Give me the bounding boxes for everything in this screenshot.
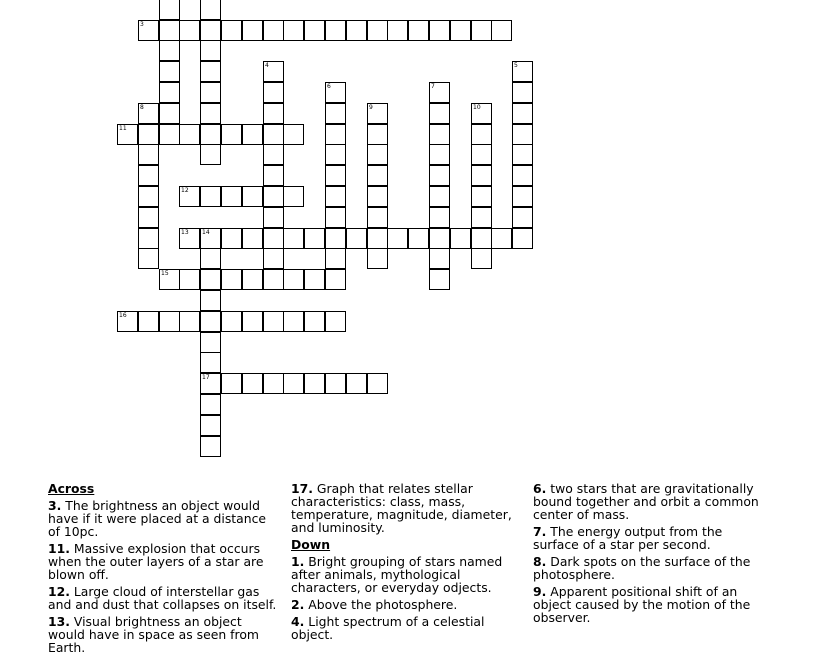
clue-across-11: 11. Massive explosion that occurs when the outer layers of a star are blown off. (48, 541, 264, 582)
grid-cell[interactable] (138, 228, 159, 249)
grid-cell[interactable] (200, 373, 221, 394)
grid-cell[interactable] (512, 124, 533, 145)
grid-cell[interactable] (200, 332, 221, 353)
grid-cell[interactable] (242, 269, 263, 290)
grid-cell[interactable] (491, 20, 512, 41)
clue-down-7: 7. The energy output from the surface of a star per second. (533, 524, 723, 552)
grid-cell[interactable] (304, 269, 325, 290)
grid-cell[interactable] (512, 103, 533, 124)
grid-cell[interactable] (367, 103, 388, 124)
grid-cell[interactable] (263, 248, 284, 269)
grid-cell[interactable] (159, 311, 180, 332)
grid-cell[interactable] (325, 124, 346, 145)
grid-cell[interactable] (200, 248, 221, 269)
grid-cell[interactable] (221, 20, 242, 41)
grid-cell[interactable] (242, 124, 263, 145)
grid-cell[interactable] (429, 186, 450, 207)
grid-cell[interactable] (471, 165, 492, 186)
clue-across-12: 12. Large cloud of interstellar gas and and dust that collapses on itself. (48, 584, 277, 612)
grid-cell[interactable] (346, 20, 367, 41)
grid-cell[interactable] (512, 186, 533, 207)
down-header: Down (291, 537, 331, 552)
grid-cell[interactable] (138, 311, 159, 332)
grid-cell[interactable] (179, 269, 200, 290)
grid-cell[interactable] (325, 186, 346, 207)
grid-cell[interactable] (512, 82, 533, 103)
grid-cell[interactable] (283, 311, 304, 332)
grid-cell[interactable] (450, 20, 471, 41)
grid-cell[interactable] (429, 228, 450, 249)
grid-cell[interactable] (159, 61, 180, 82)
grid-cell[interactable] (325, 207, 346, 228)
grid-cell[interactable] (263, 124, 284, 145)
grid-cell[interactable] (200, 124, 221, 145)
grid-cell[interactable] (367, 228, 388, 249)
grid-cell[interactable] (117, 124, 138, 145)
grid-cell[interactable] (263, 144, 284, 165)
grid-cell[interactable] (200, 82, 221, 103)
grid-cell[interactable] (491, 228, 512, 249)
grid-cell[interactable] (367, 124, 388, 145)
grid-cell[interactable] (242, 373, 263, 394)
clue-across-13: 13. Visual brightness an object would have in space as seen from Earth. (48, 614, 259, 655)
grid-cell[interactable] (221, 311, 242, 332)
grid-cell[interactable] (367, 373, 388, 394)
grid-cell[interactable] (283, 186, 304, 207)
grid-cell[interactable] (471, 248, 492, 269)
grid-cell[interactable] (263, 228, 284, 249)
grid-cell[interactable] (367, 186, 388, 207)
grid-cell[interactable] (367, 248, 388, 269)
grid-cell[interactable] (221, 228, 242, 249)
grid-cell[interactable] (200, 394, 221, 415)
grid-cell[interactable] (179, 20, 200, 41)
grid-cell[interactable] (179, 124, 200, 145)
grid-cell[interactable] (325, 165, 346, 186)
grid-cell[interactable] (325, 144, 346, 165)
grid-cell[interactable] (387, 228, 408, 249)
grid-cell[interactable] (138, 20, 159, 41)
grid-cell[interactable] (429, 20, 450, 41)
grid-cell[interactable] (429, 165, 450, 186)
grid-cell[interactable] (387, 20, 408, 41)
clue-column-3 (533, 482, 765, 628)
clue-number: 5 (514, 62, 518, 69)
clue-number: 15 (161, 270, 169, 277)
grid-cell[interactable] (138, 165, 159, 186)
grid-cell[interactable] (471, 124, 492, 145)
grid-cell[interactable] (408, 20, 429, 41)
clue-number: 8 (140, 104, 144, 111)
grid-cell[interactable] (429, 144, 450, 165)
grid-cell[interactable] (263, 311, 284, 332)
grid-cell[interactable] (138, 103, 159, 124)
grid-cell[interactable] (471, 144, 492, 165)
clue-number: 9 (369, 104, 373, 111)
clue-number: 11 (119, 125, 127, 132)
grid-cell[interactable] (263, 207, 284, 228)
grid-cell[interactable] (179, 228, 200, 249)
clue-down-4: 4. Light spectrum of a celestial object. (291, 614, 485, 642)
grid-cell[interactable] (221, 373, 242, 394)
grid-cell[interactable] (283, 124, 304, 145)
grid-cell[interactable] (200, 186, 221, 207)
grid-cell[interactable] (242, 186, 263, 207)
grid-cell[interactable] (283, 20, 304, 41)
grid-cell[interactable] (159, 103, 180, 124)
grid-cell[interactable] (263, 186, 284, 207)
grid-cell[interactable] (138, 186, 159, 207)
grid-cell[interactable] (471, 186, 492, 207)
grid-cell[interactable] (159, 0, 180, 20)
grid-cell[interactable] (471, 103, 492, 124)
grid-cell[interactable] (429, 207, 450, 228)
grid-cell[interactable] (200, 228, 221, 249)
grid-cell[interactable] (200, 40, 221, 61)
grid-cell[interactable] (367, 144, 388, 165)
grid-cell[interactable] (200, 290, 221, 311)
grid-cell[interactable] (138, 248, 159, 269)
grid-cell[interactable] (346, 373, 367, 394)
grid-cell[interactable] (263, 165, 284, 186)
grid-cell[interactable] (200, 61, 221, 82)
grid-cell[interactable] (221, 124, 242, 145)
clue-across-17: 17. Graph that relates stellar characteristics: class, mass, temperature, magnitude, diameter, and luminosity. (291, 481, 512, 535)
grid-cell[interactable] (471, 207, 492, 228)
grid-cell[interactable] (200, 415, 221, 436)
grid-cell[interactable] (138, 207, 159, 228)
grid-cell[interactable] (221, 186, 242, 207)
grid-cell[interactable] (325, 228, 346, 249)
grid-cell[interactable] (367, 20, 388, 41)
grid-cell[interactable] (367, 207, 388, 228)
grid-cell[interactable] (512, 61, 533, 82)
grid-cell[interactable] (263, 373, 284, 394)
grid-cell[interactable] (221, 269, 242, 290)
clue-down-2: 2. Above the photosphere. (291, 597, 458, 612)
clue-down-6: 6. two stars that are gravitationally bound together and orbit a common center of mass. (533, 481, 759, 522)
grid-cell[interactable] (367, 165, 388, 186)
grid-cell[interactable] (263, 20, 284, 41)
grid-cell[interactable] (429, 248, 450, 269)
grid-cell[interactable] (429, 82, 450, 103)
grid-cell[interactable] (200, 436, 221, 457)
clue-number: 16 (119, 312, 127, 319)
grid-cell[interactable] (325, 269, 346, 290)
grid-cell[interactable] (242, 311, 263, 332)
grid-cell[interactable] (304, 228, 325, 249)
grid-cell[interactable] (283, 373, 304, 394)
grid-cell[interactable] (179, 186, 200, 207)
grid-cell[interactable] (304, 311, 325, 332)
clue-column-1 (48, 482, 280, 658)
grid-cell[interactable] (200, 352, 221, 373)
grid-cell[interactable] (200, 103, 221, 124)
grid-cell[interactable] (325, 248, 346, 269)
grid-cell[interactable] (471, 20, 492, 41)
grid-cell[interactable] (408, 228, 429, 249)
clue-across-3: 3. The brightness an object would have if it were placed at a distance of 10pc. (48, 498, 267, 539)
grid-cell[interactable] (471, 228, 492, 249)
grid-cell[interactable] (200, 144, 221, 165)
grid-cell[interactable] (138, 124, 159, 145)
grid-cell[interactable] (512, 165, 533, 186)
grid-cell[interactable] (304, 20, 325, 41)
grid-cell[interactable] (512, 144, 533, 165)
grid-cell[interactable] (200, 269, 221, 290)
clue-number: 13 (181, 229, 189, 236)
grid-cell[interactable] (159, 40, 180, 61)
grid-cell[interactable] (346, 228, 367, 249)
grid-cell[interactable] (512, 207, 533, 228)
grid-cell[interactable] (159, 82, 180, 103)
clue-number: 7 (431, 83, 435, 90)
grid-cell[interactable] (325, 82, 346, 103)
grid-cell[interactable] (429, 124, 450, 145)
clue-number: 17 (202, 374, 210, 381)
grid-cell[interactable] (304, 373, 325, 394)
clue-number: 12 (181, 187, 189, 194)
clue-list (0, 481, 816, 655)
grid-cell[interactable] (325, 373, 346, 394)
clue-down-9: 9. Apparent positional shift of an object caused by the motion of the observer. (533, 584, 751, 625)
grid-cell[interactable] (263, 269, 284, 290)
grid-cell[interactable] (159, 20, 180, 41)
grid-cell[interactable] (159, 269, 180, 290)
across-header: Across (48, 481, 95, 496)
clue-number: 6 (327, 83, 331, 90)
clue-number: 10 (473, 104, 481, 111)
grid-cell[interactable] (283, 228, 304, 249)
clue-number: 14 (202, 229, 210, 236)
clue-down-8: 8. Dark spots on the surface of the photosphere. (533, 554, 751, 582)
grid-cell[interactable] (200, 311, 221, 332)
grid-cell[interactable] (450, 228, 471, 249)
clue-number: 4 (265, 62, 269, 69)
grid-cell[interactable] (242, 20, 263, 41)
grid-cell[interactable] (263, 61, 284, 82)
clue-number: 3 (140, 21, 144, 28)
grid-cell[interactable] (325, 20, 346, 41)
grid-cell[interactable] (179, 311, 200, 332)
clue-down-1: 1. Bright grouping of stars named after animals, mythological characters, or everyday odjects. (291, 554, 503, 595)
grid-cell[interactable] (117, 311, 138, 332)
grid-cell[interactable] (325, 311, 346, 332)
grid-cell[interactable] (263, 103, 284, 124)
grid-cell[interactable] (200, 0, 221, 20)
grid-cell[interactable] (429, 269, 450, 290)
grid-cell[interactable] (200, 20, 221, 41)
grid-cell[interactable] (263, 82, 284, 103)
grid-cell[interactable] (283, 269, 304, 290)
grid-cell[interactable] (138, 144, 159, 165)
grid-cell[interactable] (242, 228, 263, 249)
grid-cell[interactable] (159, 124, 180, 145)
grid-cell[interactable] (512, 228, 533, 249)
grid-cell[interactable] (325, 103, 346, 124)
grid-cell[interactable] (429, 103, 450, 124)
clue-column-2 (291, 482, 523, 645)
